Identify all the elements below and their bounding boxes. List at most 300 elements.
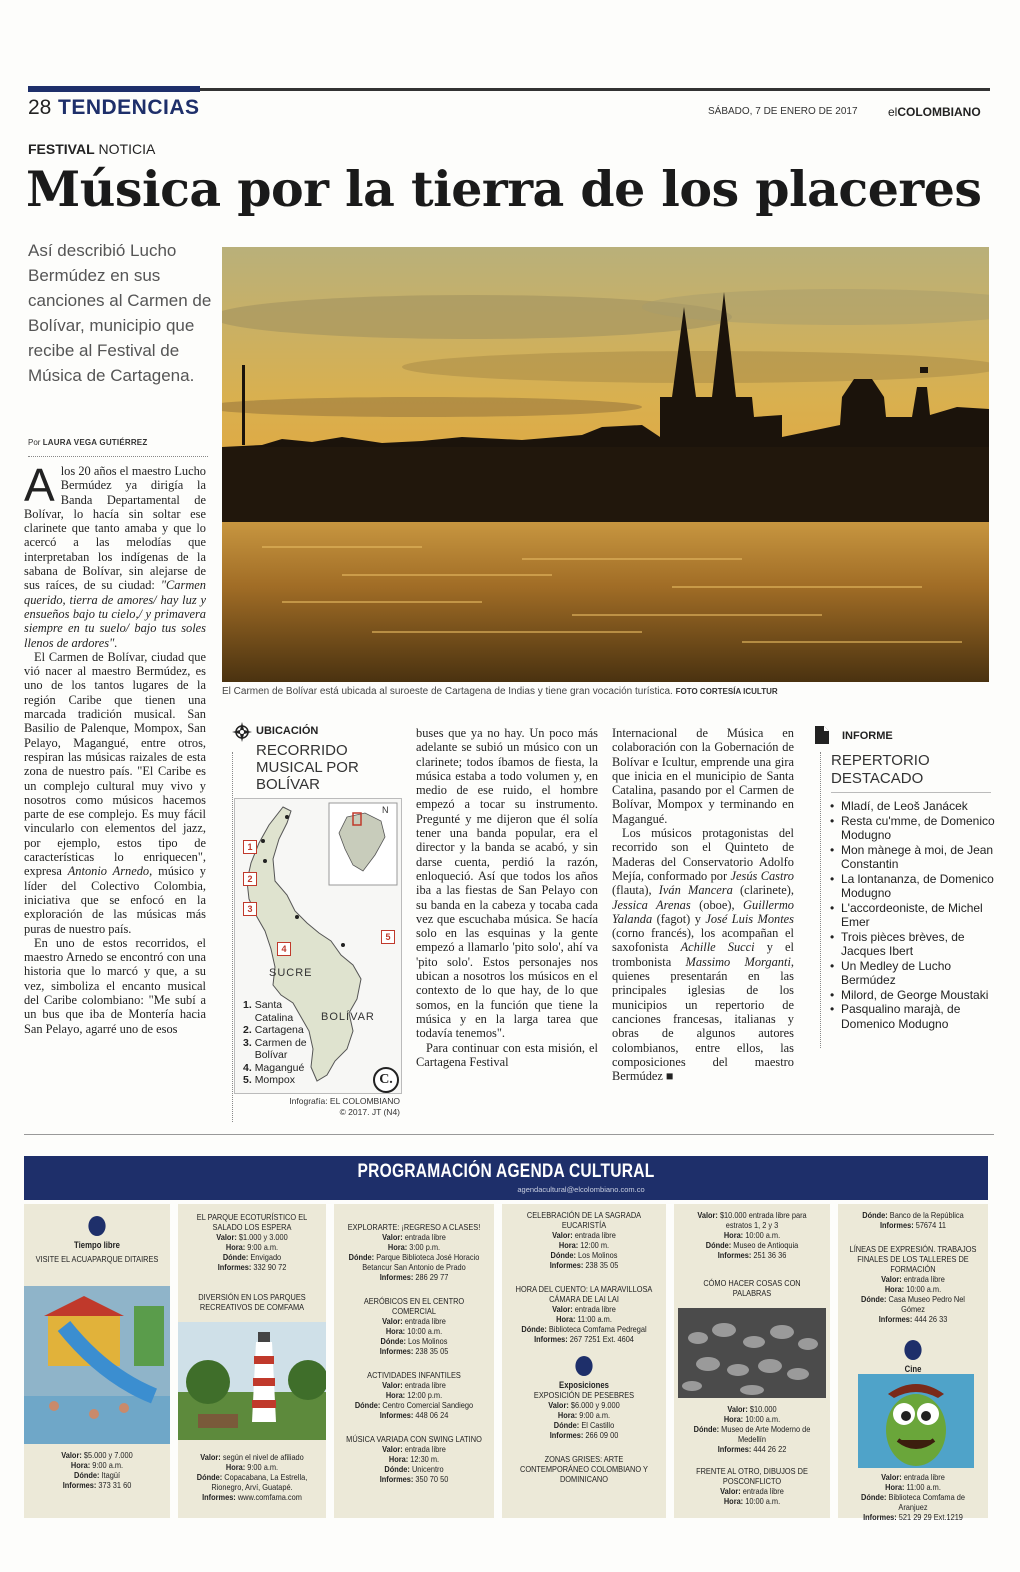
detail-text: Informes:: [379, 1474, 414, 1484]
detail-text: 9:00 a.m.: [92, 1460, 124, 1470]
detail-text: Valor:: [382, 1444, 403, 1454]
infographic-location: [232, 722, 404, 1120]
detail-text: Valor:: [720, 1486, 741, 1496]
detail-text: Banco de la República: [889, 1210, 964, 1220]
detail-hora: [849, 1482, 978, 1492]
agenda-item-title: FRENTE AL OTRO, DIBUJOS DE POSCONFLICTO: [696, 1466, 808, 1486]
detail-hora: [34, 1460, 160, 1470]
list-item: • Mladí, de Leoš Janácek: [830, 799, 995, 814]
detail-text: entrada libre: [404, 1380, 446, 1390]
detail-text: $10.000: [749, 1404, 777, 1414]
detail-text: 57674 11: [915, 1220, 947, 1230]
detail-text: 12:30 m.: [410, 1454, 440, 1464]
detail-text: Dónde:: [380, 1336, 406, 1346]
region-sucre: SUCRE: [269, 967, 313, 979]
agenda-item-details: [849, 1472, 978, 1522]
waterpark-image: [24, 1286, 170, 1444]
detail-valor: [849, 1274, 978, 1284]
detail-text: Envigado: [250, 1252, 282, 1262]
agenda-item-title: EXPLORARTE: ¡REGRESO A CLASES!: [347, 1222, 481, 1232]
repertoire-rule: [831, 792, 991, 793]
detail-text: entrada libre: [903, 1472, 945, 1482]
paragraph: [612, 826, 794, 1083]
detail-donde: [685, 1424, 819, 1444]
person-name: Guillermo Yalanda: [612, 897, 794, 926]
list-item: • L'accordeoniste, de Michel Emer: [830, 901, 995, 930]
agenda-item: [188, 1292, 315, 1312]
paragraph-text: , quienes presentarán en las principales iglesias de los municipios un repertorio de canciones francesas, italianas y obras de algunos autores colombianos, entre ellos, las composiciones del maestro Bermúdez: [612, 954, 794, 1084]
article-column-1: [24, 459, 206, 1036]
detail-text: Copacabana, La Estrella, Rionegro, Arví, Guatapé.: [211, 1472, 308, 1492]
detail-text: Hora:: [557, 1410, 578, 1420]
detail-text: 9:00 a.m.: [247, 1242, 279, 1252]
detail-valor: [513, 1304, 654, 1314]
detail-text: 286 29 77: [415, 1272, 449, 1282]
detail-text: 12:00 p.m.: [407, 1390, 443, 1400]
marker-3: [243, 899, 257, 917]
issue-date: SÁBADO, 7 DE ENERO DE 2017: [708, 106, 858, 117]
agenda-section: Cine: [904, 1364, 922, 1374]
detail-text: Centro Comercial Sandiego: [382, 1400, 474, 1410]
detail-informes: [849, 1220, 978, 1230]
cinema-icon: [904, 1340, 921, 1360]
agenda-item-title: DIVERSIÓN EN LOS PARQUES RECREATIVOS DE COMFAMA: [198, 1292, 306, 1312]
marker-label: 3: [243, 902, 257, 916]
song-quote: "Carmen querido, tierra de amores/ hay luz y ensueños bajo tu cielo,/ y primavera siempre en tu suelo/ bajo tus soles llenos de ardores".: [24, 578, 206, 650]
agenda-column-3: [334, 1204, 494, 1518]
detail-text: Informes:: [202, 1492, 236, 1502]
detail-text: Hora:: [723, 1496, 744, 1506]
detail-text: Hora:: [225, 1242, 246, 1252]
detail-text: 11:00 a.m.: [577, 1314, 612, 1324]
detail-informes: [849, 1314, 978, 1324]
agenda-column-4: [502, 1204, 666, 1518]
detail-text: Informes:: [62, 1480, 97, 1490]
detail-hora: [849, 1284, 978, 1294]
agenda-item-title: HORA DEL CUENTO: LA MARAVILLOSA CÁMARA DE LAI LAI: [515, 1284, 653, 1304]
list-item: • La lontananza, de Domenico Modugno: [830, 872, 995, 901]
detail-valor: [513, 1400, 654, 1410]
detail-donde: [188, 1472, 315, 1492]
detail-text: Valor:: [727, 1404, 748, 1414]
detail-text: 373 31 60: [98, 1480, 132, 1490]
detail-text: Hora:: [723, 1230, 744, 1240]
detail-text: Hora:: [387, 1242, 408, 1252]
agenda-column-2: [178, 1204, 326, 1518]
agenda-item: [513, 1210, 654, 1270]
paragraph: [24, 459, 206, 650]
detail-valor: [34, 1450, 160, 1460]
detail-text: Dónde:: [73, 1470, 100, 1480]
agenda-column-1: [24, 1204, 170, 1518]
marker-1: [243, 837, 257, 855]
detail-donde: [513, 1250, 654, 1260]
detail-valor: [849, 1472, 978, 1482]
detail-donde: [188, 1252, 315, 1262]
place-name: Santa Catalina: [254, 999, 294, 1024]
detail-informes: [513, 1260, 654, 1270]
agenda-column-5: [674, 1204, 830, 1518]
paragraph-text: y el trombonista: [612, 940, 794, 969]
kicker-section: FESTIVAL: [28, 141, 95, 157]
agenda-item: [685, 1278, 819, 1298]
person-name: Jessica Arenas: [612, 897, 691, 912]
marker-4: [277, 939, 291, 957]
detail-text: 9:00 a.m.: [247, 1462, 279, 1472]
place-item: [243, 999, 315, 1024]
repertoire-title: REPERTORIO DESTACADO: [831, 752, 930, 787]
byline-prefix: Por: [28, 438, 41, 447]
place-num: 5.: [243, 1074, 252, 1086]
list-item: • Resta cu'mme, de Domenico Modugno: [830, 814, 995, 843]
detail-text: entrada libre: [574, 1230, 616, 1240]
agenda-item-title: CÓMO HACER COSAS CON PALABRAS: [703, 1278, 801, 1298]
detail-text: Hora:: [385, 1390, 406, 1400]
detail-donde: [685, 1240, 819, 1250]
detail-text: 444 26 22: [753, 1444, 787, 1454]
infographic-label: UBICACIÓN: [256, 725, 319, 737]
detail-text: Informes:: [717, 1444, 752, 1454]
credit-line: Infografía: EL COLOMBIANO: [289, 1096, 400, 1106]
detail-text: Hora:: [884, 1284, 905, 1294]
main-photo: [222, 247, 989, 682]
repertoire-list: [830, 799, 995, 1031]
detail-donde: [34, 1470, 160, 1480]
agenda-item-details: [34, 1450, 160, 1490]
place-item: [243, 1024, 315, 1037]
marker-label: 2: [243, 872, 257, 886]
detail-text: 11:00 a.m.: [906, 1482, 941, 1492]
detail-text: 521 29 29 Ext.1219: [898, 1512, 963, 1522]
detail-valor: [345, 1232, 483, 1242]
list-item: • Mon mànege à moi, de Jean Constantin: [830, 843, 995, 872]
detail-informes: [345, 1272, 483, 1282]
detail-text: Unicentro: [411, 1464, 444, 1474]
document-icon: [815, 726, 829, 744]
detail-text: Valor:: [382, 1380, 403, 1390]
detail-text: Los Molinos: [578, 1250, 618, 1260]
detail-valor: [345, 1444, 483, 1454]
detail-text: Valor:: [382, 1232, 403, 1242]
agenda-item: [513, 1284, 654, 1344]
agenda-item-title: EXPOSICIÓN DE PESEBRES: [533, 1390, 635, 1400]
photo-caption: [222, 686, 989, 697]
detail-hora: [188, 1462, 315, 1472]
infographic-credit: [270, 1096, 400, 1118]
agenda-title: PROGRAMACIÓN AGENDA CULTURAL: [357, 1161, 655, 1182]
detail-hora: [685, 1230, 819, 1240]
person-name: Iván Mancera: [658, 883, 733, 898]
article-column-4: [612, 726, 794, 1083]
detail-hora: [345, 1390, 483, 1400]
detail-text: Dónde:: [348, 1252, 375, 1262]
place-num: 2.: [243, 1024, 252, 1036]
detail-valor: [513, 1230, 654, 1240]
paragraph: Para continuar con esta misión, el Cartagena Festival: [416, 1040, 598, 1069]
agenda-section: Exposiciones: [559, 1380, 609, 1390]
detail-informes: [513, 1334, 654, 1344]
section-name: TENDENCIAS: [58, 96, 200, 119]
agenda-item: [849, 1210, 978, 1230]
detail-text: Casa Museo Pedro Nel Gómez: [888, 1294, 965, 1314]
paragraph: Internacional de Música en colaboración con la Gobernación de Bolívar e Icultur, emprende una gira que inicia en el municipio de Santa Catalina, pasando por el Carmen de Bolívar, Mompox y terminando en Magangué.: [612, 726, 794, 826]
detail-donde: [513, 1324, 654, 1334]
detail-text: 10:00 a.m.: [745, 1496, 781, 1506]
paragraph-text: los 20 años el maestro Lucho Bermúdez ya dirigía la Banda Departamental de Bolívar, lo hacía sin soltar ese clarinete que tanto amaba y que lo acercó a las melodías que interpretaban los indígenas de la sabana de Bolívar, sin alejarse de sus raíces, de su ciudad:: [24, 464, 206, 593]
detail-text: entrada libre: [404, 1444, 446, 1454]
paragraph-text: (corno francés), los acompañan el saxofonista: [612, 926, 794, 955]
detail-text: Valor:: [552, 1304, 573, 1314]
detail-hora: [685, 1414, 819, 1424]
detail-text: Hora:: [385, 1326, 406, 1336]
detail-text: Itagüí: [101, 1470, 121, 1480]
informe-label: INFORME: [842, 730, 893, 742]
place-name: Carmen de Bolívar: [254, 1036, 307, 1061]
detail-text: Museo de Arte Moderno de Medellín: [721, 1424, 811, 1444]
detail-informes: [685, 1250, 819, 1260]
agenda-item-title: ZONAS GRISES: ARTE CONTEMPORÁNEO COLOMBIANO Y DOMINICANO: [519, 1454, 648, 1484]
detail-valor: [345, 1316, 483, 1326]
paragraph: En uno de estos recorridos, el maestro Arnedo se encontró con una historia que lo marcó y que, a su vez, simboliza el encanto musical del Caribe colombiano: "Me subí a un bus que iba de Montería hacia San Pelayo, agarré uno de esos: [24, 935, 206, 1036]
map: [234, 798, 402, 1094]
photo-credit: FOTO CORTESÍA ICULTUR: [675, 687, 778, 696]
detail-text: 444 26 33: [914, 1314, 948, 1324]
detail-text: Dónde:: [861, 1294, 887, 1304]
detail-text: Hora:: [885, 1482, 905, 1492]
place-item: [243, 1074, 315, 1087]
byline-divider: [28, 456, 208, 457]
sunset-church-photo: [222, 247, 989, 682]
agenda-section: Tiempo libre: [74, 1240, 120, 1250]
detail-informes: [513, 1430, 654, 1440]
detail-text: Hora:: [556, 1314, 576, 1324]
detail-valor: [685, 1210, 819, 1230]
paper-name-bold: COLOMBIANO: [897, 105, 981, 119]
paragraph: [24, 650, 206, 936]
agenda-email: agendacultural@elcolombiano.com.co: [517, 1185, 645, 1194]
detail-text: Informes:: [549, 1430, 584, 1440]
agenda-item: [345, 1370, 483, 1420]
leisure-icon: [88, 1216, 105, 1236]
place-name: Cartagena: [254, 1024, 304, 1036]
detail-text: Hora:: [70, 1460, 91, 1470]
detail-text: Valor:: [216, 1232, 237, 1242]
byline: [28, 438, 147, 447]
detail-text: www.comfama.com: [237, 1492, 302, 1502]
detail-hora: [345, 1326, 483, 1336]
detail-text: 10:00 a.m.: [745, 1230, 781, 1240]
detail-text: $10.000 entrada libre para estratos 1, 2 y 3: [719, 1210, 807, 1230]
person-name: Achille Succi: [680, 940, 755, 955]
article-column-3: [416, 726, 598, 1069]
detail-text: 238 35 05: [585, 1260, 619, 1270]
art-installation-image: [678, 1308, 826, 1398]
marker-label: 5: [381, 930, 395, 944]
place-name: Magangué: [254, 1061, 305, 1074]
person-name: Jesús Castro: [730, 868, 794, 883]
detail-text: Biblioteca Comfama Pedregal: [548, 1324, 647, 1334]
page-number: 28: [28, 96, 52, 119]
region-bolivar: BOLÍVAR: [321, 1011, 375, 1023]
marker-2: [243, 869, 257, 887]
list-item: • Pasqualino marajà, de Domenico Modugno: [830, 1002, 995, 1031]
detail-informes: [34, 1480, 160, 1490]
detail-hora: [345, 1242, 483, 1252]
person-name: José Luis Montes: [705, 911, 795, 926]
detail-text: entrada libre: [404, 1232, 446, 1242]
detail-text: 10:00 a.m.: [745, 1414, 781, 1424]
place-item: [243, 1062, 315, 1075]
agenda-item-title: EL PARQUE ECOTURÍSTICO EL SALADO LOS ESPERA: [196, 1212, 308, 1232]
newspaper-logo: C.: [373, 1067, 399, 1093]
paragraph-text: (flauta),: [612, 883, 652, 898]
agenda-item: [513, 1356, 654, 1440]
detail-text: Dónde:: [550, 1250, 576, 1260]
detail-text: 238 35 05: [415, 1346, 449, 1356]
detail-informes: [849, 1512, 978, 1522]
detail-text: 12:00 m.: [580, 1240, 610, 1250]
detail-hora: [188, 1242, 315, 1252]
lead-paragraph: Así describió Lucho Bermúdez en sus canciones al Carmen de Bolívar, municipio que recibe al Festival de Música de Cartagena.: [28, 241, 212, 385]
list-item: • Trois pièces brèves, de Jacques Ibert: [830, 930, 995, 959]
list-item: • Un Medley de Lucho Bermúdez: [830, 959, 995, 988]
detail-informes: [345, 1410, 483, 1420]
detail-informes: [188, 1262, 315, 1272]
detail-text: Dónde:: [862, 1210, 888, 1220]
paragraph-text: (clarinete),: [732, 883, 794, 898]
agenda-item: [345, 1434, 483, 1484]
paragraph-text: (fagot) y: [652, 911, 701, 926]
detail-valor: [685, 1486, 819, 1496]
agenda-item-details: [685, 1404, 819, 1454]
detail-text: 332 90 72: [253, 1262, 287, 1272]
detail-text: según el nivel de afiliado: [222, 1452, 304, 1462]
sculpture-photo: [678, 1308, 826, 1398]
detail-text: $6.000 y 9.000: [570, 1400, 620, 1410]
detail-informes: [685, 1444, 819, 1454]
list-item: • Milord, de George Moustaki: [830, 988, 995, 1003]
detail-donde: [849, 1294, 978, 1314]
infographic-title: RECORRIDO MUSICAL POR BOLÍVAR: [256, 742, 359, 793]
byline-author: LAURA VEGA GUTIÉRREZ: [42, 438, 148, 447]
detail-text: $1.000 y 3.000: [238, 1232, 288, 1242]
kicker-type: NOTICIA: [98, 141, 156, 157]
detail-text: Biblioteca Comfama de Aranjuez: [888, 1492, 965, 1512]
detail-text: 10:00 a.m.: [906, 1284, 942, 1294]
detail-text: entrada libre: [574, 1304, 616, 1314]
detail-text: Valor:: [548, 1400, 569, 1410]
drop-cap: A: [24, 459, 55, 511]
detail-donde: [345, 1336, 483, 1346]
detail-text: Dónde:: [521, 1324, 547, 1334]
detail-text: 266 09 00: [585, 1430, 619, 1440]
detail-text: 3:00 p.m.: [409, 1242, 441, 1252]
detail-donde: [513, 1420, 654, 1430]
detail-hora: [685, 1496, 819, 1506]
dotted-divider: [232, 752, 233, 1122]
agenda-grid: [24, 1200, 988, 1522]
agenda-item-title: AERÓBICOS EN EL CENTRO COMERCIAL: [363, 1296, 465, 1316]
detail-text: Parque Biblioteca José Horacio Betancur San Antonio de Prado: [362, 1252, 480, 1272]
detail-text: Informes:: [863, 1512, 897, 1522]
detail-text: Dónde:: [705, 1240, 732, 1250]
detail-text: Valor:: [200, 1452, 221, 1462]
movie-photo: [858, 1374, 974, 1468]
detail-text: 350 70 50: [415, 1474, 449, 1484]
detail-text: Los Molinos: [408, 1336, 448, 1346]
paragraph-text: , músico y líder del Colectivo Colombia, iniciativa que se enfocó en la exploración de las músicas más puras de nuestro país.: [24, 864, 206, 936]
credit-line: © 2017. JT (N4): [339, 1107, 400, 1117]
detail-text: Informes:: [217, 1262, 252, 1272]
detail-donde: [345, 1464, 483, 1474]
detail-hora: [513, 1410, 654, 1420]
compass-icon: [232, 722, 252, 742]
agenda-item-title: CELEBRACIÓN DE LA SAGRADA EUCARISTÍA: [526, 1210, 642, 1230]
waterpark-photo: [24, 1286, 170, 1444]
agenda-item-title: ACTIVIDADES INFANTILES: [367, 1370, 461, 1380]
detail-text: Dónde:: [693, 1424, 720, 1434]
agenda-column-6: [838, 1204, 988, 1522]
place-name: Mompox: [254, 1074, 295, 1086]
agenda-item: [849, 1244, 978, 1324]
detail-text: Informes:: [878, 1314, 913, 1324]
detail-text: entrada libre: [742, 1486, 784, 1496]
agenda-item-title: VISITE EL ACUAPARQUE DITAIRES: [35, 1254, 159, 1264]
place-num: 3.: [243, 1036, 252, 1049]
caption-text: El Carmen de Bolívar está ubicada al suroeste de Cartagena de Indias y tiene gran vocación turística.: [222, 686, 673, 697]
person-name: Antonio Arnedo: [67, 864, 150, 879]
detail-text: 10:00 a.m.: [407, 1326, 443, 1336]
place-item: [243, 1037, 315, 1062]
place-num: 1.: [243, 999, 252, 1011]
headline: Música por la tierra de los placeres: [26, 160, 982, 218]
marker-5: [381, 927, 395, 945]
agenda-item-title: LÍNEAS DE EXPRESIÓN. TRABAJOS FINALES DE LOS TALLERES DE FORMACIÓN: [849, 1244, 977, 1274]
section-accent-bar: [28, 86, 200, 92]
detail-text: Informes:: [717, 1250, 752, 1260]
detail-donde: [849, 1492, 978, 1512]
detail-text: 251 36 36: [753, 1250, 787, 1260]
agenda-item-title: MÚSICA VARIADA CON SWING LATINO: [346, 1434, 482, 1444]
agenda-item: [345, 1296, 483, 1356]
detail-text: Hora:: [558, 1240, 579, 1250]
comfama-park-photo: [178, 1322, 326, 1440]
detail-text: entrada libre: [903, 1274, 945, 1284]
detail-text: Dónde:: [553, 1420, 580, 1430]
detail-hora: [513, 1240, 654, 1250]
paragraph-text: Los músicos protagonistas del recorrido son el Quinteto de Maderas del Conservatorio Adolfo Mejía, conformado por: [612, 826, 794, 883]
detail-text: Hora:: [388, 1454, 409, 1464]
dotted-divider: [820, 752, 821, 1048]
eye-icon: [575, 1356, 592, 1376]
veggie-pirate-image: [858, 1374, 974, 1468]
detail-text: Hora:: [723, 1414, 744, 1424]
detail-text: Valor:: [697, 1210, 718, 1220]
agenda-item: [685, 1466, 819, 1506]
lighthouse-image: [178, 1322, 326, 1440]
detail-text: Dónde:: [196, 1472, 223, 1482]
agenda-header: [24, 1156, 988, 1200]
marker-label: 4: [277, 942, 291, 956]
detail-text: Informes:: [549, 1260, 584, 1270]
newspaper-name: [888, 105, 981, 119]
detail-text: Valor:: [552, 1230, 573, 1240]
agenda-item: [513, 1454, 654, 1484]
places-list: [243, 999, 315, 1087]
detail-hora: [345, 1454, 483, 1464]
detail-informes: [345, 1346, 483, 1356]
detail-text: 448 06 24: [415, 1410, 449, 1420]
